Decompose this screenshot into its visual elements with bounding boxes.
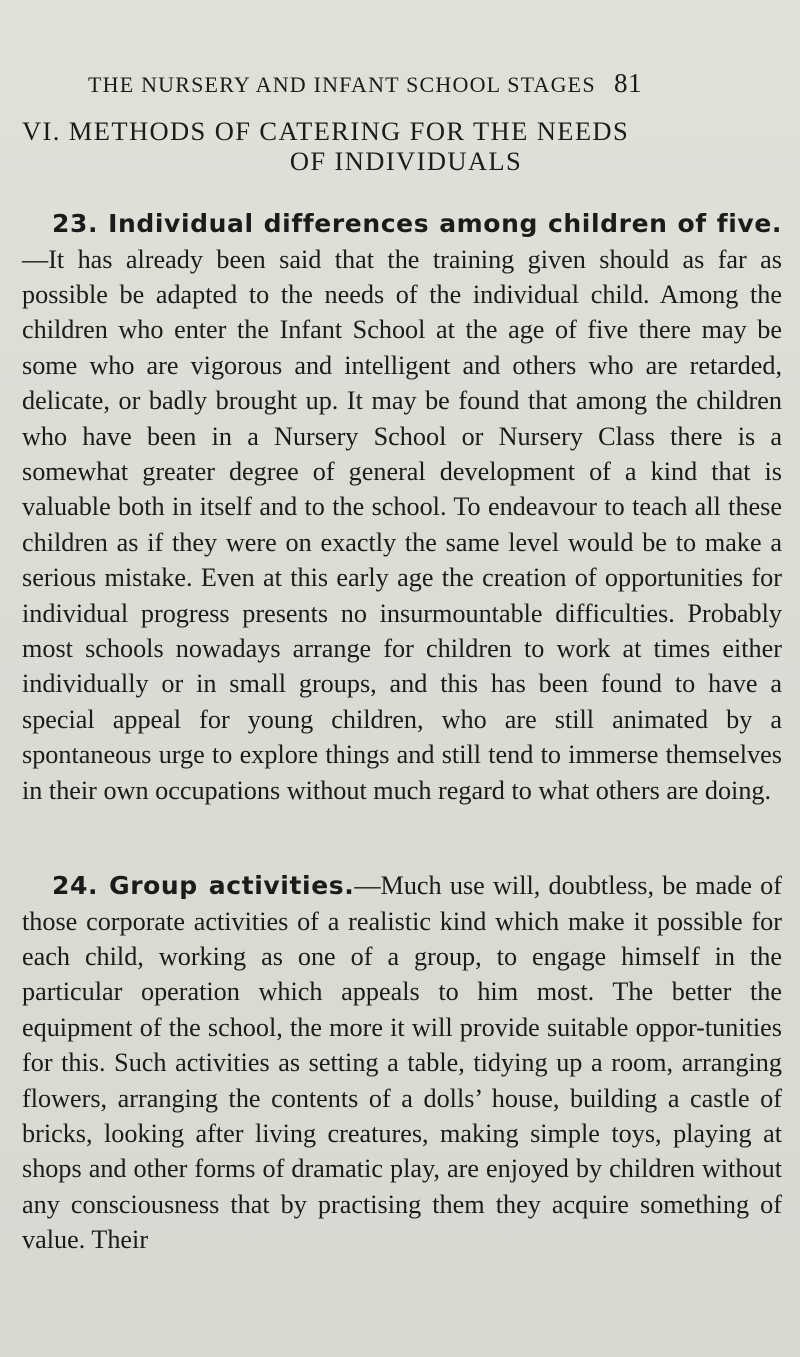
running-head bbox=[0, 68, 800, 102]
paragraph-23-body: —It has already been said that the training given should as far as possible be adapted to the needs of the individual child. Among the children who enter the Infant School at the age of five there may be some who are vigorous and intelligent and others who are retarded, delicate, or badly brought up. It may be found that among the children who have been in a Nursery School or Nursery Class there is a somewhat greater degree of general development of a kind that is valuable both in itself and to the school. To endeavour to teach all these children as if they were on exactly the same level would be to make a serious mistake. Even at this early age the creation of opportunities for individual progress presents no insurmountable difficulties. Probably most schools nowadays arrange for children to work at times either individually or in small groups, and this has been found to have a special appeal for young children, who are still animated by a spontaneous urge to explore things and still tend to immerse themselves in their own occupations without much regard to what others are doing. bbox=[22, 244, 782, 805]
paragraph-23-heading: 23. Individual differences among children of five. bbox=[52, 209, 782, 239]
running-head-title: THE NURSERY AND INFANT SCHOOL STAGES bbox=[88, 72, 596, 97]
paragraph-24 bbox=[22, 868, 782, 1257]
section-heading bbox=[22, 116, 782, 176]
paragraph-23 bbox=[22, 206, 782, 808]
paragraph-24-body: —Much use will, doubtless, be made of those corporate activities of a realistic kind which make it possible for each child, working as one of a group, to engage himself in the particular operation which appeals to him most. The better the equipment of the school, the more it will provide suitable oppor-tunities for this. Such activities as setting a table, tidying up a room, arranging flowers, arranging the contents of a dolls’ house, building a castle of bricks, looking after living creatures, making simple toys, playing at shops and other forms of dramatic play, are enjoyed by children without any consciousness that by practising them they acquire something of value. Their bbox=[22, 871, 782, 1255]
section-heading-line-1: VI. METHODS OF CATERING FOR THE NEEDS bbox=[22, 116, 630, 146]
paragraph-24-heading: 24. Group activities. bbox=[52, 871, 355, 901]
page-number: 81 bbox=[614, 68, 642, 98]
section-heading-line-2: OF INDIVIDUALS bbox=[289, 146, 523, 176]
